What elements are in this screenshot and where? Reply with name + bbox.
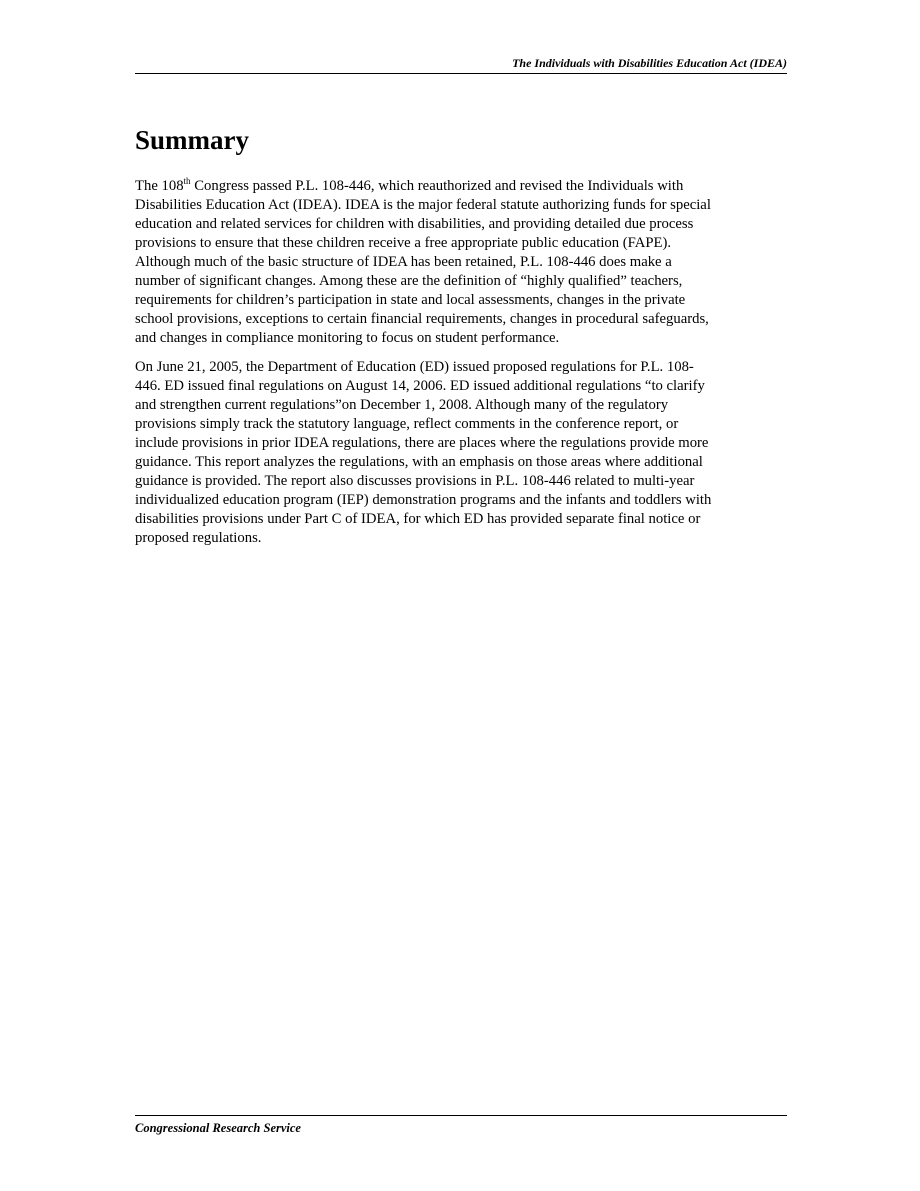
text-line: On June 21, 2005, the Department of Education (ED) issued proposed regulations for P.L. 108- xyxy=(135,359,694,375)
text-line: 446. ED issued final regulations on August 14, 2006. ED issued additional regulations “to clarify xyxy=(135,378,705,394)
footer-rule xyxy=(135,1115,787,1116)
ordinal-superscript: th xyxy=(183,176,191,187)
text-line: individualized education program (IEP) demonstration programs and the infants and toddlers with xyxy=(135,492,712,508)
text-line: education and related services for children with disabilities, and providing detailed due process xyxy=(135,216,694,232)
summary-paragraph-1 xyxy=(135,177,787,348)
text-line: guidance. This report analyzes the regulations, with an emphasis on those areas where additional xyxy=(135,454,703,470)
text-line: requirements for children’s participation in state and local assessments, changes in the private xyxy=(135,292,686,308)
text-line: The 108th Congress passed P.L. 108-446, which reauthorized and revised the Individuals with xyxy=(135,176,684,194)
text-line: Disabilities Education Act (IDEA). IDEA is the major federal statute authorizing funds for special xyxy=(135,197,711,213)
text-line: disabilities provisions under Part C of IDEA, for which ED has provided separate final notice or xyxy=(135,511,701,527)
text-line: Although much of the basic structure of IDEA has been retained, P.L. 108-446 does make a xyxy=(135,254,672,270)
text-line: provisions simply track the statutory language, reflect comments in the conference report, or xyxy=(135,416,679,432)
text-line: and strengthen current regulations”on December 1, 2008. Although many of the regulatory xyxy=(135,397,669,413)
text-line: school provisions, exceptions to certain financial requirements, changes in procedural safeguards, xyxy=(135,311,709,327)
text-line: include provisions in prior IDEA regulations, there are places where the regulations provide more xyxy=(135,435,709,451)
text-line: provisions to ensure that these children receive a free appropriate public education (FAPE). xyxy=(135,235,672,251)
text-line: number of significant changes. Among these are the definition of “highly qualified” teachers, xyxy=(135,273,683,289)
text-line: proposed regulations. xyxy=(135,530,262,546)
summary-paragraph-2 xyxy=(135,358,787,548)
page-title: Summary xyxy=(135,125,249,155)
text-line: guidance is provided. The report also discusses provisions in P.L. 108-446 related to multi-year xyxy=(135,473,695,489)
body-text xyxy=(135,177,787,558)
running-header xyxy=(135,55,787,74)
publisher-name: Congressional Research Service xyxy=(135,1121,301,1135)
running-header-title: The Individuals with Disabilities Education Act (IDEA) xyxy=(512,56,787,70)
text-line: and changes in compliance monitoring to focus on student performance. xyxy=(135,330,560,346)
running-footer xyxy=(135,1120,301,1136)
